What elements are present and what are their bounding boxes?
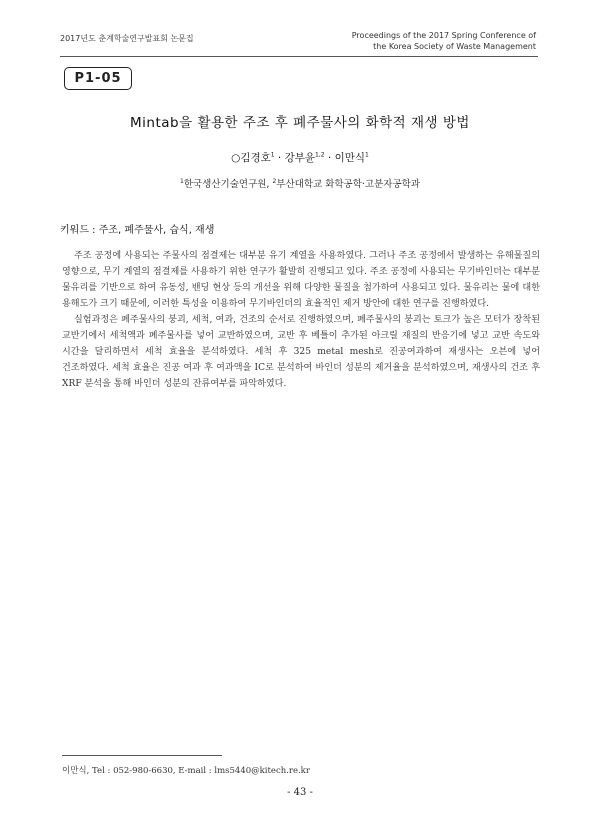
author-affiliation-mark: 1,2 (315, 151, 325, 159)
running-header-right (352, 30, 536, 52)
affiliation-mark: 2 (272, 177, 277, 185)
affiliation-org: 한국생산기술연구원, (183, 179, 273, 190)
running-header-left: 2017년도 춘계학술연구발표회 논문집 (60, 34, 194, 43)
footnote-divider (62, 755, 222, 756)
affiliation-mark: 1 (180, 177, 184, 185)
corresponding-author-footnote: 이만식, Tel : 052-980-6630, E-mail : lms5440@kitech.re.kr (62, 766, 310, 776)
affiliation-org: 부산대학교 화학공학·고분자공학과 (276, 179, 420, 190)
page-number: - 43 - (287, 787, 313, 798)
author-list (0, 150, 600, 165)
body-paragraph: 주조 공정에 사용되는 주물사의 점결제는 대부분 유기 계열을 사용하였다. 그러나 주조 공정에서 발생하는 유해물질의 영향으로, 무기 계열의 점결제를 사용하기 위한 연구가 활발히 진행되고 있다. 주조 공정에 사용되는 무기바인더는 대부분 물유리를 기반으로 하여 유동성, 밴딩 현상 등의 개선을 위해 다양한 물질을 첨가하여 사용되고 있다. 물유리는 물에 대한 용해도가 크기 때문에, 이러한 특성을 이용하여 무기바인더의 효율적인 제거 방안에 대한 연구를 진행하였다. (62, 251, 540, 309)
paper-code-badge: P1-05 (64, 67, 132, 90)
running-header-right-line2: the Korea Society of Waste Management (373, 42, 536, 51)
presenter-mark: ○ (231, 152, 241, 164)
running-header-right-line1: Proceedings of the 2017 Spring Conference of (351, 31, 536, 40)
keywords: 키워드 : 주조, 폐주물사, 습식, 재생 (60, 225, 215, 236)
author-affiliation-mark: 1 (365, 151, 369, 159)
author-affiliation-mark: 1 (270, 151, 275, 159)
header-divider (60, 56, 538, 57)
author-name: 이만식 (334, 152, 366, 164)
affiliations (0, 176, 600, 190)
author-name: 김경호 (240, 152, 271, 164)
abstract-body (62, 248, 540, 392)
paper-title: Mintab을 활용한 주조 후 폐주물사의 화학적 재생 방법 (130, 115, 470, 131)
author-separator: · (324, 152, 335, 164)
body-paragraph: 실험과정은 폐주물사의 붕괴, 세척, 여과, 건조의 순서로 진행하였으며, 폐주물사의 붕괴는 토크가 높은 모터가 장착된 교반기에서 세척액과 폐주물사를 넣어 교반하였으며, 교반 후 베틀이 추가된 아크릴 재질의 반응기에 넣고 교반 속도와 시간을 달리하면서 세척 효율을 분석하였다. 세척 후 325 metal mesh로 진공여과하여 재생사는 오븐에 넣어 건조하였다. 세척 효율은 진공 여과 후 여과액을 IC로 분석하여 바인더 성분의 제거율을 분석하였으며, 재생사의 건조 후 XRF 분석을 통해 바인더 성분의 잔류여부를 파악하였다. (62, 315, 540, 389)
author-separator: · (274, 152, 285, 164)
author-name: 강부윤 (284, 152, 316, 164)
